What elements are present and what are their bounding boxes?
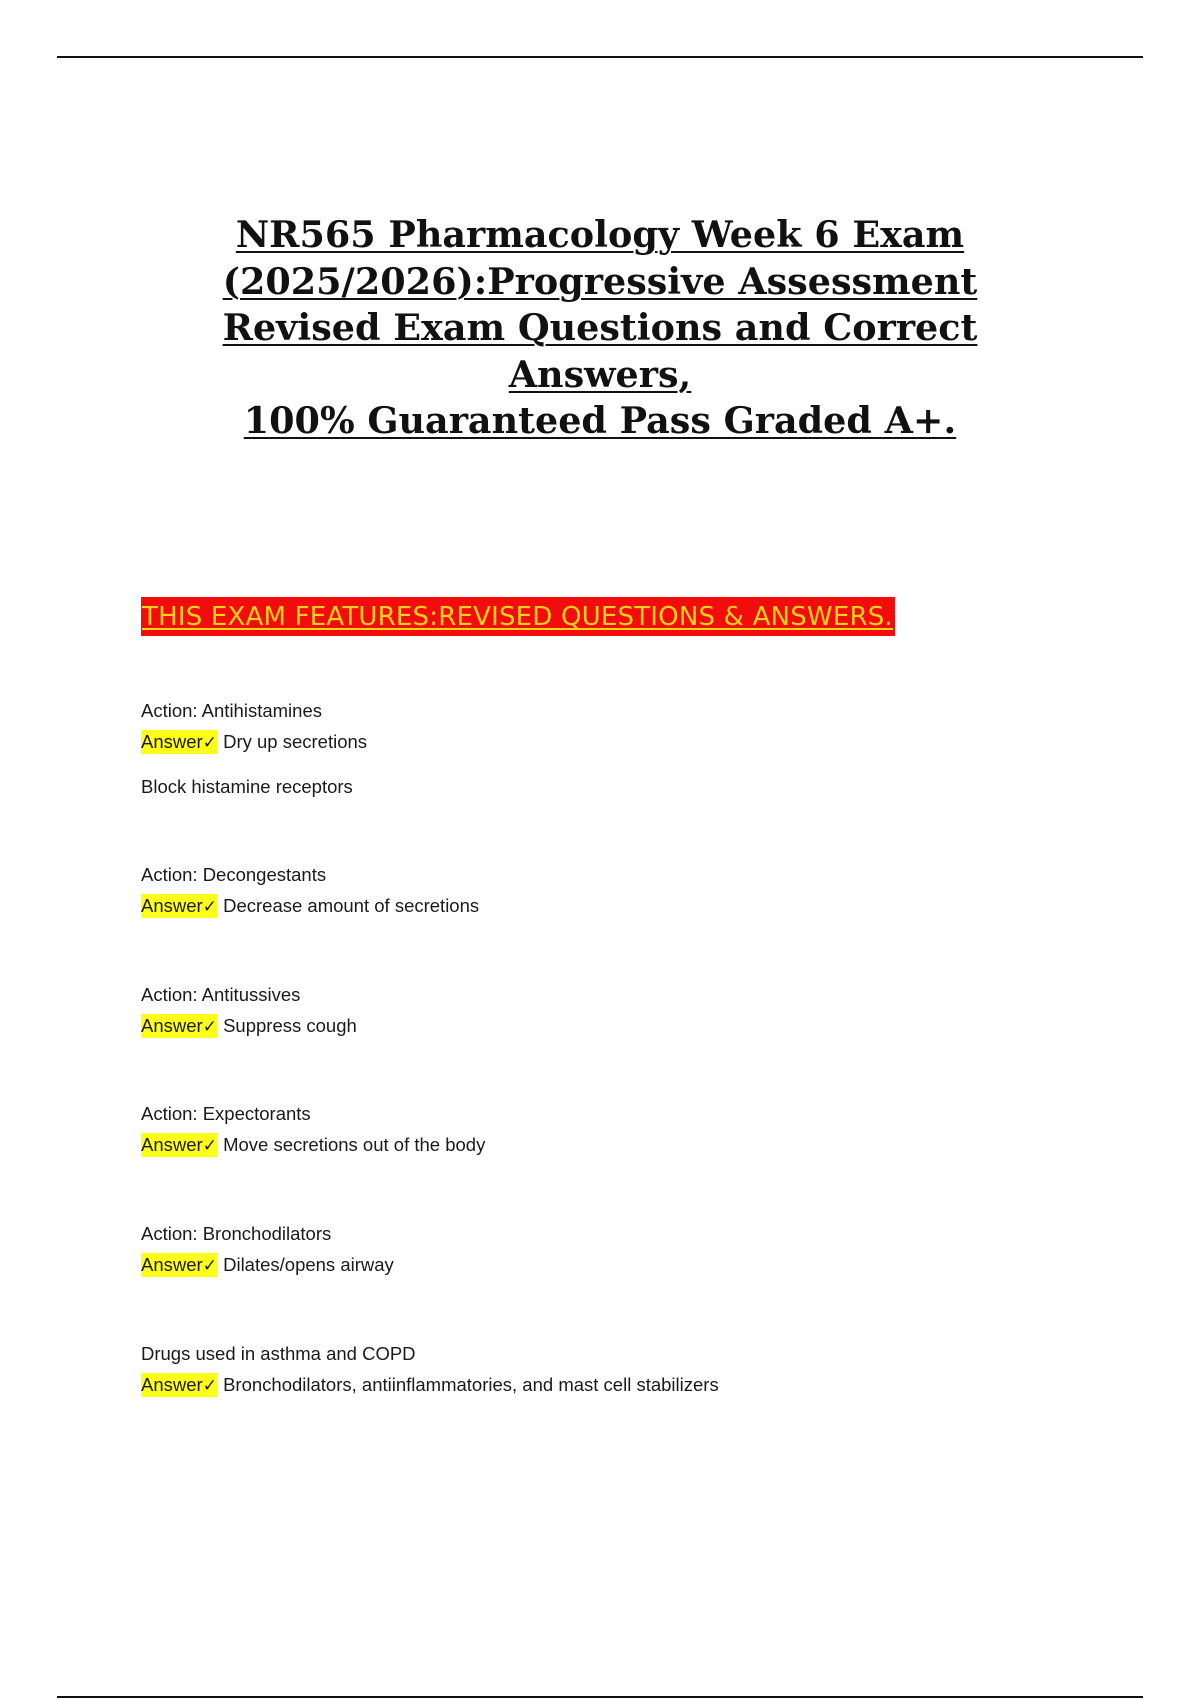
answer-line — [141, 1132, 485, 1159]
check-mark-icon: ✓ — [202, 1376, 217, 1396]
answer-label: Answer — [141, 1015, 203, 1036]
answer-highlight — [141, 1373, 218, 1397]
question-text: Drugs used in asthma and COPD — [141, 1343, 416, 1364]
answer-label: Answer — [141, 895, 203, 916]
question-text: Action: Antihistamines — [141, 700, 322, 721]
answer-highlight — [141, 894, 218, 918]
question-text: Action: Bronchodilators — [141, 1223, 332, 1244]
title-line: (2025/2026):Progressive Assessment — [222, 259, 978, 303]
answer-line — [141, 729, 367, 756]
question-text: Action: Decongestants — [141, 864, 327, 885]
answer-label: Answer — [141, 1374, 203, 1395]
check-mark-icon: ✓ — [202, 1136, 217, 1156]
answer-label: Answer — [141, 1134, 203, 1155]
answer-line — [141, 1372, 719, 1399]
answer-highlight — [141, 1133, 218, 1157]
title-line: 100% Guaranteed Pass Graded A+. — [243, 399, 957, 442]
title-line: Revised Exam Questions and Correct — [222, 306, 978, 349]
answer-text: Decrease amount of secretions — [223, 895, 480, 916]
title-line: NR565 Pharmacology Week 6 Exam — [235, 213, 965, 256]
answer-line — [141, 1252, 394, 1279]
check-mark-icon: ✓ — [202, 1256, 217, 1276]
answer-text: Move secretions out of the body — [223, 1134, 486, 1155]
answer-highlight — [141, 1253, 218, 1277]
answer-label: Answer — [141, 731, 203, 752]
question-text: Action: Expectorants — [141, 1103, 311, 1124]
title-line: Answers, — [508, 352, 692, 396]
document-title — [150, 212, 1050, 445]
check-mark-icon: ✓ — [202, 733, 217, 753]
top-rule — [57, 56, 1143, 58]
answer-line — [141, 1013, 357, 1040]
answer-text: Bronchodilators, antiinflammatories, and mast cell stabilizers — [223, 1374, 719, 1395]
answer-extra-text: Block histamine receptors — [141, 776, 353, 797]
answer-text: Dilates/opens airway — [223, 1254, 394, 1275]
answer-highlight — [141, 730, 218, 754]
check-mark-icon: ✓ — [202, 1017, 217, 1037]
answer-text: Suppress cough — [223, 1015, 357, 1036]
answer-label: Answer — [141, 1254, 203, 1275]
answer-highlight — [141, 1014, 218, 1038]
answer-line — [141, 893, 479, 920]
check-mark-icon: ✓ — [202, 897, 217, 917]
answer-text: Dry up secretions — [223, 731, 368, 752]
question-text: Action: Antitussives — [141, 984, 301, 1005]
bottom-rule — [57, 1696, 1143, 1698]
features-banner: THIS EXAM FEATURES:REVISED QUESTIONS & ANSWERS. — [141, 597, 895, 636]
